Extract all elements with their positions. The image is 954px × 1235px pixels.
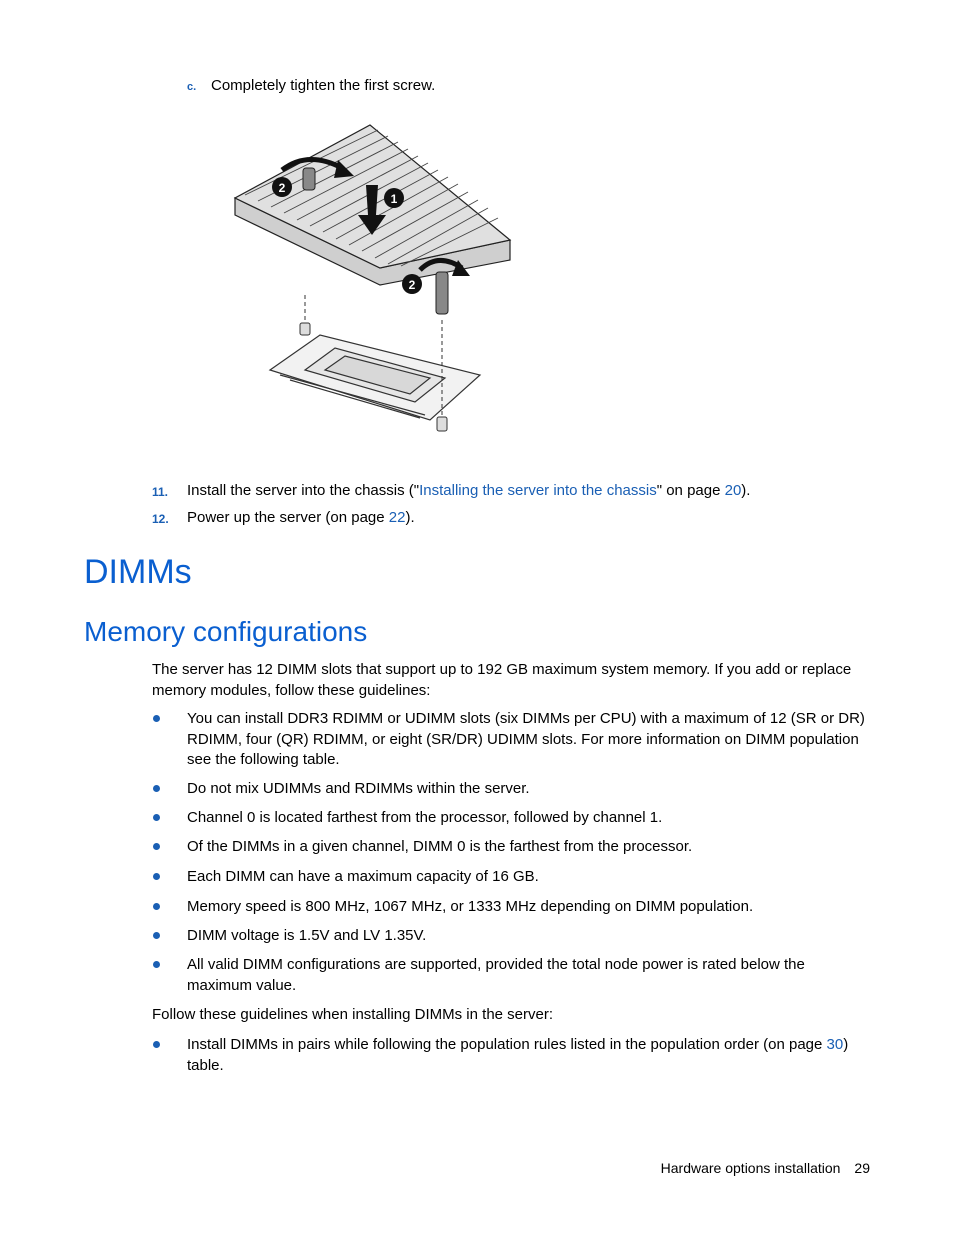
chassis-install-link[interactable]: Installing the server into the chassis: [419, 482, 657, 499]
svg-text:1: 1: [390, 192, 398, 206]
step-text: Install the server into the chassis ("Installing the server into the chassis" on page 20).: [187, 482, 751, 499]
heatsink-installation-figure: [230, 120, 520, 450]
bullet-dot-icon: [153, 785, 160, 792]
sub-step-text: Completely tighten the first screw.: [211, 77, 436, 94]
svg-text:2: 2: [408, 278, 416, 292]
bullet-dot-icon: [153, 932, 160, 939]
step-number: 12.: [152, 512, 169, 526]
bullet-dot-icon: [153, 715, 160, 722]
bullet-dot-icon: [153, 1041, 160, 1048]
callout-2-right: [402, 274, 422, 294]
sub-step-c: [187, 76, 435, 97]
bullet-dot-icon: [153, 843, 160, 850]
heatsink-diagram: [230, 120, 520, 450]
bullet-dot-icon: [153, 961, 160, 968]
step-text: Power up the server (on page 22).: [187, 509, 415, 526]
page-number: 29: [854, 1160, 870, 1176]
install-guidelines-intro: Follow these guidelines when installing DIMMs in the server:: [152, 1006, 554, 1023]
page-link-22[interactable]: 22: [388, 509, 406, 526]
subsection-heading-memory-configurations: Memory configurations: [84, 616, 368, 647]
page-link-30[interactable]: 30: [826, 1036, 844, 1053]
intro-paragraph: The server has 12 DIMM slots that support up to 192 GB maximum system memory. If you add or replace memory modules, follow these guidelines:: [152, 661, 852, 699]
section-heading-dimms: DIMMs: [84, 553, 192, 591]
sub-step-marker: c.: [187, 81, 197, 93]
callout-2-left: [272, 177, 292, 197]
callout-1: [384, 188, 404, 208]
footer-section-title: Hardware options installation: [660, 1160, 841, 1176]
svg-text:2: 2: [278, 181, 286, 195]
step-number: 11.: [152, 485, 169, 499]
bullet-dot-icon: [153, 814, 160, 821]
bullet-dot-icon: [153, 873, 160, 880]
bullet-dot-icon: [153, 903, 160, 910]
page-link-20[interactable]: 20: [724, 482, 742, 499]
page-footer: [600, 1158, 870, 1178]
